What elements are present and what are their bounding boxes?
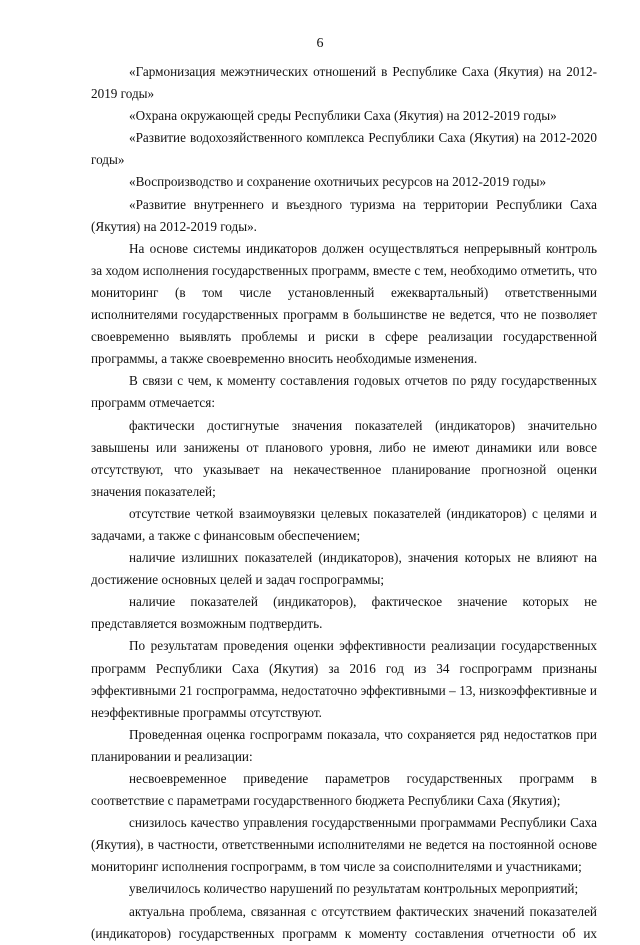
paragraph-item-untimely: несвоевременное приведение параметров государственных программ в соответствие с параметрами государственного бюджета Республики Саха (Якутия); <box>91 771 597 809</box>
paragraph-program-environment: «Охрана окружающей среды Республики Саха (Якутия) на 2012-2019 годы» <box>129 108 557 124</box>
paragraph-item-excess: наличие излишних показателей (индикаторов), значения которых не влияют на достижение основных целей и задач госпрограммы; <box>91 550 597 588</box>
paragraph-shortcomings-intro: Проведенная оценка госпрограмм показала, что сохраняется ряд недостатков при планировании и реализации: <box>91 726 597 764</box>
paragraph-program-hunting: «Воспроизводство и сохранение охотничьих ресурсов на 2012-2019 годы» <box>129 174 547 190</box>
paragraph-item-unverifiable: наличие показателей (индикаторов), фактическое значение которых не представляется возможным подтвердить. <box>91 594 597 632</box>
paragraph-reports-intro: В связи с чем, к моменту составления годовых отчетов по ряду государственных программ отмечается: <box>91 373 597 411</box>
paragraph-monitoring: На основе системы индикаторов должен осуществляться непрерывный контроль за ходом исполнения государственных программ, вместе с тем, необходимо отметить, что мониторинг (в том числе установленный ежеквартальный) ответственными исполнителями государственных программ в большинстве не ведется, что не позволяет своевременно выявлять проблемы и риски в сфере реализации государственной программы, а также своевременно вносить необходимые изменения. <box>91 240 597 367</box>
document-body <box>91 61 597 945</box>
paragraph-item-linkage: отсутствие четкой взаимоувязки целевых показателей (индикаторов) с целями и задачами, а также с финансовым обеспечением; <box>91 505 597 543</box>
paragraph-program-tourism: «Развитие внутреннего и въездного туризма на территории Республики Саха (Якутия) на 2012-2019 годы». <box>91 196 597 234</box>
paragraph-item-quality: снизилось качество управления государственными программами Республики Саха (Якутия), в частности, ответственными исполнителями не ведется на постоянной основе мониторинг исполнения госпрограмм, в том числе за соисполнителями и участниками; <box>91 815 597 875</box>
paragraph-program-water: «Развитие водохозяйственного комплекса Республики Саха (Якутия) на 2012-2020 годы» <box>91 130 597 168</box>
paragraph-item-actual-problem: актуальна проблема, связанная с отсутствием фактических значений показателей (индикаторов) государственных программ к моменту составления отчетности об их <box>91 903 597 941</box>
paragraph-item-violations: увеличилось количество нарушений по результатам контрольных мероприятий; <box>129 881 579 897</box>
paragraph-efficiency-results: По результатам проведения оценки эффективности реализации государственных программ Республики Саха (Якутия) за 2016 год из 34 госпрограмм признаны эффективными 21 госпрограмма, недостаточно эффективными – 13, низкоэффективные и неэффективные программы отсутствуют. <box>91 638 597 720</box>
paragraph-item-values: фактически достигнутые значения показателей (индикаторов) значительно завышены или занижены от планового уровня, либо не имеют динамики или вовсе отсутствуют, что указывает на некачественное планирование прогнозной оценки значения показателей; <box>91 417 597 499</box>
page-number: 6 <box>316 36 324 51</box>
paragraph-program-harmonization: «Гармонизация межэтнических отношений в Республике Саха (Якутия) на 2012-2019 годы» <box>91 64 597 102</box>
